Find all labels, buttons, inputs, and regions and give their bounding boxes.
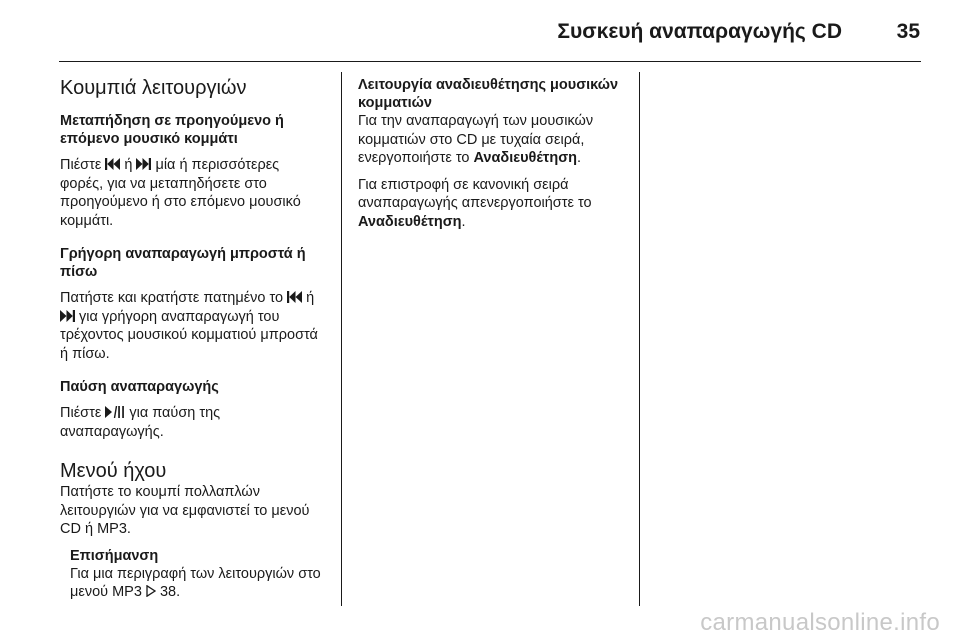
page-reference-icon: [146, 585, 156, 597]
skip-back-icon: [287, 291, 302, 303]
paragraph: [60, 289, 326, 363]
subsection-pause: [60, 378, 326, 441]
paragraph: [358, 112, 626, 168]
subsection-skip-track: [60, 112, 326, 230]
shuffle-setting-label: Αναδιευθέτηση: [358, 213, 462, 230]
text-run: Πιέστε: [60, 157, 106, 173]
paragraph: [60, 404, 326, 441]
subsection-title: Γρήγορη αναπαραγωγή μπροστά ή πίσω: [60, 246, 306, 280]
text-run: Πατήστε και κρατήστε πατημένο το: [60, 290, 288, 306]
text-run: ή: [302, 290, 315, 306]
page-header: [0, 0, 960, 62]
note-text: [70, 565, 326, 602]
watermark: carmanualsonline.info: [700, 609, 940, 636]
page-number: 35: [896, 20, 920, 43]
skip-forward-icon: [136, 158, 151, 170]
subsection-title: Παύση αναπαραγωγής: [60, 379, 219, 395]
paragraph: Πατήστε το κουμπί πολλαπλών λειτουργιών για να εμφανιστεί το μενού CD ή MP3.: [60, 484, 310, 537]
note-title: Επισήμανση: [70, 547, 159, 564]
page-header-title: Συσκευή αναπαραγωγής CD: [557, 20, 842, 43]
skip-forward-icon: [60, 310, 75, 322]
play-pause-icon: [105, 406, 125, 418]
column-divider: [341, 72, 342, 606]
subsection-fast-play: [60, 245, 326, 363]
header-divider: [59, 61, 921, 62]
text-run: για γρήγορη αναπαραγωγή του τρέχοντος μουσικού κομματιού μπροστά ή πίσω.: [60, 308, 318, 362]
text-run: .: [577, 150, 582, 166]
text-run: ή: [120, 157, 137, 173]
column-divider: [639, 72, 640, 606]
left-column: [60, 76, 326, 602]
skip-back-icon: [105, 158, 120, 170]
text-run: μία ή περισσότερες φορές, για να μεταπηδήσετε στο προηγούμενο ή στο επόμενο μουσικό κομμάτι.: [60, 157, 301, 229]
subsection-title: Λειτουργία αναδιευθέτησης μουσικών κομματιών: [358, 77, 619, 111]
text-run: Πιέστε: [60, 405, 106, 421]
section-title-function-buttons: Κουμπιά λειτουργιών: [60, 77, 247, 99]
text-run: Για την αναπαραγωγή των μουσικών κομματιών στο CD με τυχαία σειρά, ενεργοποιήστε το: [358, 113, 594, 166]
text-run: Για μια περιγραφή των λειτουργιών στο μενού MP3: [70, 565, 321, 600]
text-run: .: [461, 213, 466, 230]
text-run: για παύση της αναπαραγωγής.: [60, 405, 221, 440]
note-box: [70, 547, 326, 602]
section-title-audio-menu: Μενού ήχου: [60, 460, 167, 482]
text-run: Για επιστροφή σε κανονική σειρά αναπαραγωγής απενεργοποιήστε το: [358, 176, 592, 211]
paragraph: [60, 156, 326, 230]
text-run: 38.: [155, 584, 181, 600]
shuffle-setting-label: Αναδιευθέτηση: [473, 150, 578, 166]
right-column: [358, 76, 626, 231]
subsection-title: Μεταπήδηση σε προηγούμενο ή επόμενο μουσικό κομμάτι: [60, 113, 284, 147]
paragraph: [358, 176, 626, 232]
